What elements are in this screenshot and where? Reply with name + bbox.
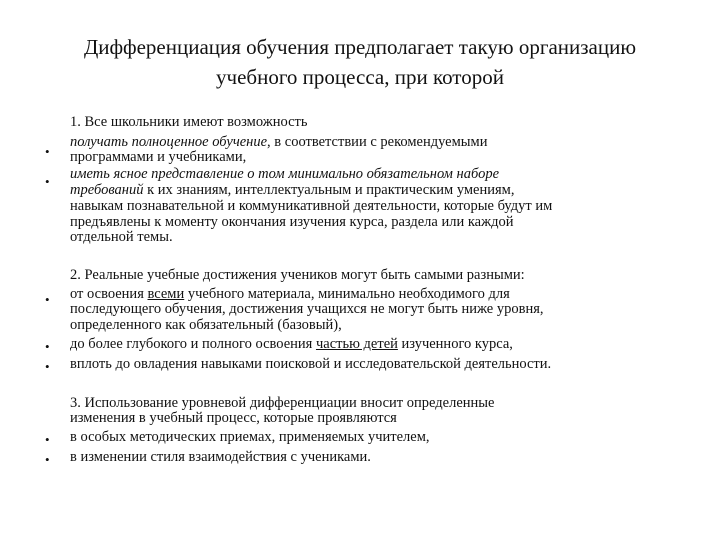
slide-title-line-1: Дифференциация обучения предполагает такую организацию bbox=[83, 35, 637, 59]
section-1-heading: 1. Все школьники имеют возможность bbox=[70, 114, 308, 130]
bullet-icon: • bbox=[45, 339, 50, 354]
emphasis-text: получать полноценное обучение bbox=[70, 134, 268, 150]
body-text: , в соответствии с рекомендуемыми bbox=[267, 134, 488, 150]
section-2-heading: 2. Реальные учебные достижения учеников могут быть самыми разными: bbox=[70, 267, 525, 283]
emphasis-text: требований bbox=[70, 182, 144, 198]
section-2-item-2 bbox=[70, 337, 513, 352]
section-1-item-2-line-3: навыкам познавательной и коммуникативной деятельности, которые будут им bbox=[70, 198, 553, 214]
section-1-item-2-line-5: отдельной темы. bbox=[70, 229, 173, 245]
section-1-item-1-line-1 bbox=[70, 135, 487, 150]
body-text: к их знаниям, интеллектуальным и практическим умениям, bbox=[143, 182, 515, 198]
section-3-item-2: в изменении стиля взаимодействия с учениками. bbox=[70, 449, 371, 465]
section-1-item-2-line-2 bbox=[70, 183, 514, 198]
section-1-item-1-line-2: программами и учебниками, bbox=[70, 149, 247, 165]
section-3-heading-line-2: изменения в учебный процесс, которые проявляются bbox=[70, 410, 397, 426]
slide-title-line-2: учебного процесса, при которой bbox=[216, 65, 504, 89]
underlined-text: частью детей bbox=[315, 336, 398, 352]
section-2-item-1-line-2: последующего обучения, достижения учащихся не могут быть ниже уровня, bbox=[70, 301, 544, 317]
bullet-icon: • bbox=[45, 292, 50, 307]
bullet-icon: • bbox=[45, 174, 50, 189]
section-3-item-1: в особых методических приемах, применяемых учителем, bbox=[70, 429, 430, 445]
body-text: изученного курса, bbox=[397, 336, 513, 352]
bullet-icon: • bbox=[45, 452, 50, 467]
bullet-icon: • bbox=[45, 144, 50, 159]
bullet-icon: • bbox=[45, 359, 50, 374]
body-text: учебного материала, минимально необходимого для bbox=[184, 286, 510, 302]
underlined-text: всеми bbox=[147, 286, 185, 302]
body-text: до более глубокого и полного освоения bbox=[70, 336, 316, 352]
section-1-item-2-line-1: иметь ясное представление о том минимально обязательном наборе bbox=[70, 166, 500, 182]
section-2-item-1-line-3: определенного как обязательный (базовый), bbox=[70, 317, 342, 333]
bullet-icon: • bbox=[45, 432, 50, 447]
section-2-item-1-line-1 bbox=[70, 287, 510, 302]
body-text: от освоения bbox=[70, 286, 148, 302]
section-2-item-3: вплоть до овладения навыками поисковой и исследовательской деятельности. bbox=[70, 356, 552, 372]
section-3-heading-line-1: 3. Использование уровневой дифференциации вносит определенные bbox=[70, 395, 495, 411]
section-1-item-2-line-4: предъявлены к моменту окончания изучения курса, раздела или каждой bbox=[70, 214, 514, 230]
